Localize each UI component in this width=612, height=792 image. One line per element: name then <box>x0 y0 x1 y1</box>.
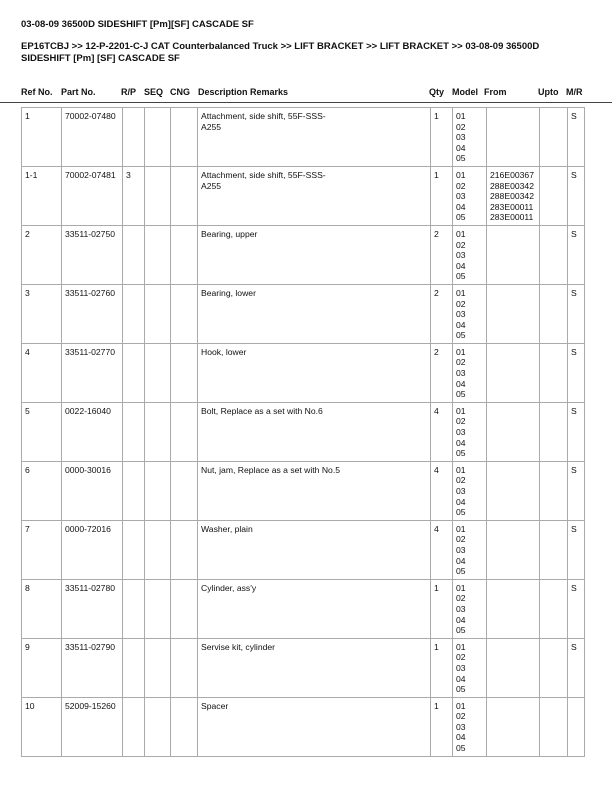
cell-part: 70002-07481 <box>62 166 123 225</box>
cell-cng <box>171 579 198 638</box>
cell-from <box>487 402 540 461</box>
parts-table <box>21 107 585 757</box>
cell-rp <box>123 108 145 167</box>
cell-from <box>487 697 540 756</box>
cell-desc: Bolt, Replace as a set with No.6 <box>198 402 431 461</box>
cell-mr: S <box>568 638 585 697</box>
cell-model: 01 02 03 04 05 <box>453 225 487 284</box>
col-mr: M/R <box>566 87 583 97</box>
cell-from <box>487 461 540 520</box>
cell-cng <box>171 520 198 579</box>
cell-part: 33511-02760 <box>62 284 123 343</box>
cell-qty: 1 <box>431 108 453 167</box>
cell-mr: S <box>568 402 585 461</box>
col-desc: Description Remarks <box>198 87 289 97</box>
cell-part: 52009-15260 <box>62 697 123 756</box>
cell-mr: S <box>568 343 585 402</box>
cell-from: 216E00367 288E00342 288E00342 283E00011 283E00011 <box>487 166 540 225</box>
table-row <box>22 108 585 167</box>
cell-seq <box>145 579 171 638</box>
cell-mr: S <box>568 461 585 520</box>
cell-model: 01 02 03 04 05 <box>453 284 487 343</box>
cell-seq <box>145 284 171 343</box>
cell-from <box>487 284 540 343</box>
cell-rp <box>123 520 145 579</box>
header-divider <box>0 102 612 103</box>
cell-qty: 4 <box>431 520 453 579</box>
cell-rp: 3 <box>123 166 145 225</box>
cell-desc: Spacer <box>198 697 431 756</box>
cell-upto <box>540 697 568 756</box>
cell-mr: S <box>568 225 585 284</box>
cell-ref: 6 <box>22 461 62 520</box>
cell-qty: 2 <box>431 284 453 343</box>
cell-mr: S <box>568 520 585 579</box>
cell-cng <box>171 225 198 284</box>
cell-part: 33511-02750 <box>62 225 123 284</box>
cell-qty: 1 <box>431 166 453 225</box>
breadcrumb: EP16TCBJ >> 12-P-2201-C-J CAT Counterbalanced Truck >> LIFT BRACKET >> LIFT BRACKET >> 03-08-09 36500D SIDESHIFT [Pm] [SF] CASCADE SF <box>21 41 540 64</box>
col-seq: SEQ <box>144 87 164 97</box>
cell-desc: Bearing, lower <box>198 284 431 343</box>
table-header <box>21 87 591 99</box>
col-from: From <box>484 87 507 97</box>
cell-rp <box>123 579 145 638</box>
cell-model: 01 02 03 04 05 <box>453 520 487 579</box>
cell-qty: 1 <box>431 638 453 697</box>
col-ref: Ref No. <box>21 87 53 97</box>
cell-seq <box>145 638 171 697</box>
cell-mr: S <box>568 579 585 638</box>
cell-upto <box>540 579 568 638</box>
cell-model: 01 02 03 04 05 <box>453 343 487 402</box>
table-row <box>22 520 585 579</box>
col-qty: Qty <box>429 87 445 97</box>
cell-desc: Washer, plain <box>198 520 431 579</box>
cell-ref: 8 <box>22 579 62 638</box>
cell-cng <box>171 638 198 697</box>
cell-model: 01 02 03 04 05 <box>453 697 487 756</box>
cell-qty: 4 <box>431 402 453 461</box>
cell-seq <box>145 520 171 579</box>
cell-part: 33511-02780 <box>62 579 123 638</box>
cell-model: 01 02 03 04 05 <box>453 108 487 167</box>
cell-rp <box>123 343 145 402</box>
cell-upto <box>540 284 568 343</box>
cell-desc: Servise kit, cylinder <box>198 638 431 697</box>
cell-qty: 4 <box>431 461 453 520</box>
cell-ref: 10 <box>22 697 62 756</box>
cell-from <box>487 520 540 579</box>
col-model: Model <box>452 87 478 97</box>
table-row <box>22 461 585 520</box>
cell-upto <box>540 108 568 167</box>
cell-desc: Attachment, side shift, 55F-SSS- A255 <box>198 108 431 167</box>
cell-from <box>487 225 540 284</box>
cell-cng <box>171 343 198 402</box>
cell-qty: 2 <box>431 343 453 402</box>
cell-upto <box>540 166 568 225</box>
cell-from <box>487 108 540 167</box>
table-row <box>22 225 585 284</box>
cell-seq <box>145 402 171 461</box>
cell-rp <box>123 461 145 520</box>
cell-part: 0000-72016 <box>62 520 123 579</box>
cell-ref: 5 <box>22 402 62 461</box>
table-row <box>22 284 585 343</box>
cell-model: 01 02 03 04 05 <box>453 638 487 697</box>
cell-ref: 9 <box>22 638 62 697</box>
cell-model: 01 02 03 04 05 <box>453 166 487 225</box>
page-title: 03-08-09 36500D SIDESHIFT [Pm][SF] CASCADE SF <box>21 19 254 30</box>
cell-cng <box>171 284 198 343</box>
cell-upto <box>540 402 568 461</box>
table-row <box>22 579 585 638</box>
cell-upto <box>540 225 568 284</box>
cell-qty: 1 <box>431 697 453 756</box>
table-row <box>22 402 585 461</box>
table-row <box>22 343 585 402</box>
col-rp: R/P <box>121 87 137 97</box>
cell-ref: 1-1 <box>22 166 62 225</box>
cell-model: 01 02 03 04 05 <box>453 402 487 461</box>
col-part: Part No. <box>61 87 96 97</box>
cell-rp <box>123 697 145 756</box>
cell-cng <box>171 108 198 167</box>
cell-cng <box>171 166 198 225</box>
cell-qty: 1 <box>431 579 453 638</box>
cell-upto <box>540 520 568 579</box>
cell-upto <box>540 638 568 697</box>
cell-upto <box>540 343 568 402</box>
cell-qty: 2 <box>431 225 453 284</box>
cell-from <box>487 579 540 638</box>
cell-ref: 2 <box>22 225 62 284</box>
cell-part: 70002-07480 <box>62 108 123 167</box>
cell-mr: S <box>568 108 585 167</box>
col-cng: CNG <box>170 87 190 97</box>
cell-rp <box>123 402 145 461</box>
cell-mr <box>568 697 585 756</box>
cell-seq <box>145 697 171 756</box>
cell-ref: 4 <box>22 343 62 402</box>
cell-upto <box>540 461 568 520</box>
cell-part: 33511-02790 <box>62 638 123 697</box>
cell-ref: 7 <box>22 520 62 579</box>
cell-desc: Nut, jam, Replace as a set with No.5 <box>198 461 431 520</box>
cell-seq <box>145 225 171 284</box>
cell-part: 33511-02770 <box>62 343 123 402</box>
cell-seq <box>145 343 171 402</box>
cell-seq <box>145 108 171 167</box>
cell-desc: Attachment, side shift, 55F-SSS- A255 <box>198 166 431 225</box>
cell-cng <box>171 402 198 461</box>
cell-part: 0000-30016 <box>62 461 123 520</box>
table-row <box>22 166 585 225</box>
cell-desc: Cylinder, ass'y <box>198 579 431 638</box>
cell-mr: S <box>568 166 585 225</box>
cell-cng <box>171 461 198 520</box>
cell-seq <box>145 166 171 225</box>
cell-rp <box>123 638 145 697</box>
cell-part: 0022-16040 <box>62 402 123 461</box>
cell-model: 01 02 03 04 05 <box>453 461 487 520</box>
cell-ref: 3 <box>22 284 62 343</box>
cell-from <box>487 638 540 697</box>
cell-mr: S <box>568 284 585 343</box>
cell-ref: 1 <box>22 108 62 167</box>
col-upto: Upto <box>538 87 559 97</box>
cell-from <box>487 343 540 402</box>
cell-desc: Hook, lower <box>198 343 431 402</box>
table-row <box>22 638 585 697</box>
cell-seq <box>145 461 171 520</box>
cell-desc: Bearing, upper <box>198 225 431 284</box>
cell-rp <box>123 225 145 284</box>
cell-cng <box>171 697 198 756</box>
cell-rp <box>123 284 145 343</box>
table-row <box>22 697 585 756</box>
cell-model: 01 02 03 04 05 <box>453 579 487 638</box>
